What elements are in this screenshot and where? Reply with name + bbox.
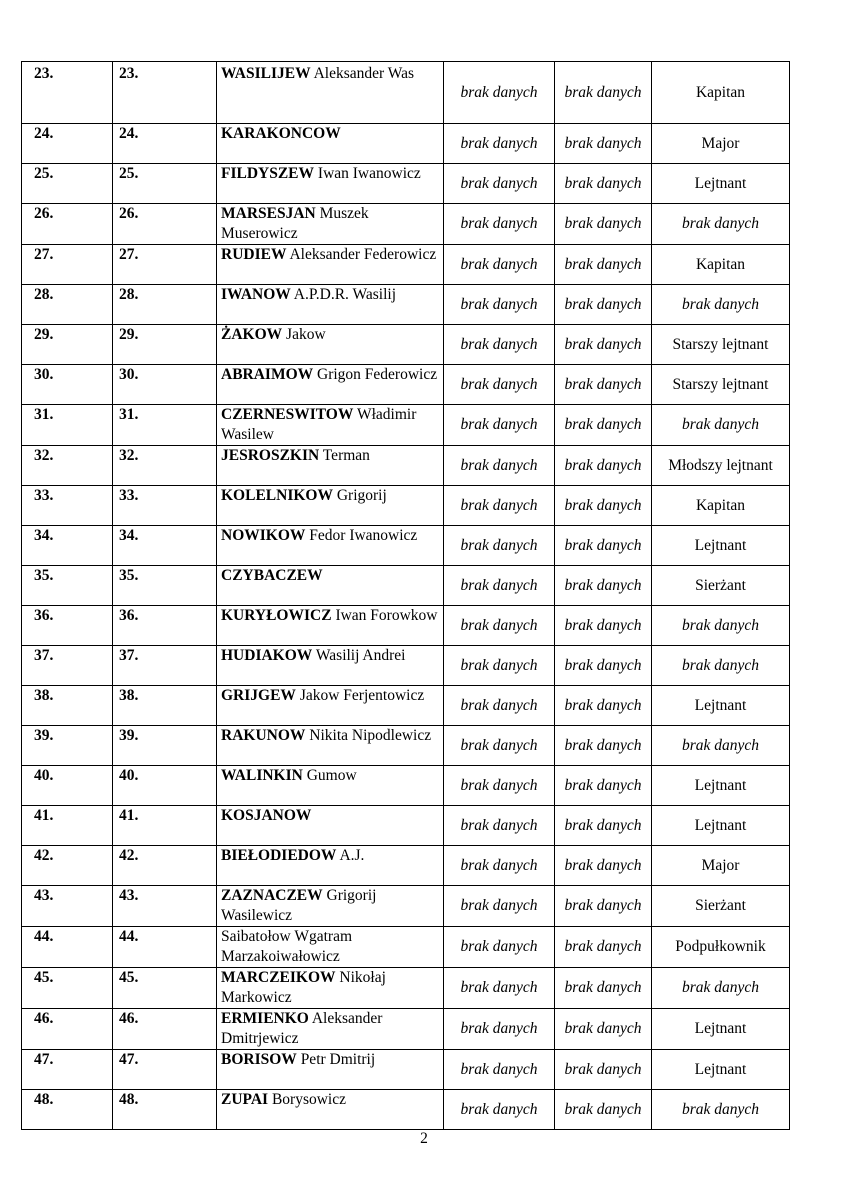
row-number-secondary: 23. <box>113 62 217 124</box>
birth-date-cell: brak danych <box>444 606 555 646</box>
row-number-secondary: 34. <box>113 526 217 566</box>
surname: KOSJANOW <box>221 807 312 824</box>
row-number-secondary: 29. <box>113 325 217 365</box>
surname: IWANOW <box>221 286 291 303</box>
birth-place-cell: brak danych <box>555 164 652 204</box>
birth-date-cell: brak danych <box>444 164 555 204</box>
table-row <box>22 968 790 1009</box>
birth-date-cell: brak danych <box>444 686 555 726</box>
row-number-secondary: 25. <box>113 164 217 204</box>
surname: NOWIKOW <box>221 527 306 544</box>
row-number-secondary: 35. <box>113 566 217 606</box>
birth-place-cell: brak danych <box>555 204 652 245</box>
row-number: 31. <box>22 405 113 446</box>
birth-place-cell: brak danych <box>555 606 652 646</box>
row-number: 43. <box>22 886 113 927</box>
row-number: 29. <box>22 325 113 365</box>
birth-place-cell: brak danych <box>555 1090 652 1130</box>
birth-date-cell: brak danych <box>444 726 555 766</box>
given-names: Terman <box>319 447 370 464</box>
rank-cell: Sierżant <box>652 566 790 606</box>
person-name-cell <box>217 405 444 446</box>
person-name-cell <box>217 927 444 968</box>
birth-place-cell: brak danych <box>555 446 652 486</box>
surname: MARCZEIKOW <box>221 969 336 986</box>
surname: CZYBACZEW <box>221 567 323 584</box>
person-name-cell <box>217 526 444 566</box>
rank-cell: Major <box>652 846 790 886</box>
given-names: Borysowicz <box>268 1091 346 1108</box>
row-number: 24. <box>22 124 113 164</box>
birth-date-cell: brak danych <box>444 245 555 285</box>
birth-date-cell: brak danych <box>444 405 555 446</box>
given-names: Jakow Ferjentowicz <box>295 687 425 704</box>
birth-place-cell: brak danych <box>555 968 652 1009</box>
birth-place-cell: brak danych <box>555 325 652 365</box>
birth-place-cell: brak danych <box>555 405 652 446</box>
birth-place-cell: brak danych <box>555 124 652 164</box>
given-names: Aleksander Federowicz <box>286 246 437 263</box>
surname: FILDYSZEW <box>221 165 315 182</box>
rank-cell: brak danych <box>652 968 790 1009</box>
surname: HUDIAKOW <box>221 647 313 664</box>
table-row <box>22 204 790 245</box>
birth-place-cell: brak danych <box>555 1050 652 1090</box>
birth-place-cell: brak danych <box>555 566 652 606</box>
row-number: 38. <box>22 686 113 726</box>
given-names: Aleksander Was <box>310 65 415 82</box>
table-row <box>22 446 790 486</box>
rank-cell: brak danych <box>652 204 790 245</box>
birth-date-cell: brak danych <box>444 566 555 606</box>
birth-date-cell: brak danych <box>444 325 555 365</box>
birth-date-cell: brak danych <box>444 968 555 1009</box>
person-name-cell <box>217 124 444 164</box>
surname: BIEŁODIEDOW <box>221 847 337 864</box>
row-number: 41. <box>22 806 113 846</box>
given-names: A.J. <box>336 847 365 864</box>
personnel-table <box>21 61 790 1130</box>
table-row <box>22 325 790 365</box>
table-row <box>22 927 790 968</box>
surname: KARAKONCOW <box>221 125 341 142</box>
surname: ŻAKOW <box>221 326 283 343</box>
table-row <box>22 566 790 606</box>
given-names: Petr Dmitrij <box>296 1051 376 1068</box>
row-number-secondary: 33. <box>113 486 217 526</box>
table-row <box>22 806 790 846</box>
given-names: Aleksander Dmitrjewicz <box>221 1010 383 1047</box>
rank-cell: Młodszy lejtnant <box>652 446 790 486</box>
row-number-secondary: 40. <box>113 766 217 806</box>
row-number: 30. <box>22 365 113 405</box>
given-names: Wasilij Andrei <box>312 647 406 664</box>
rank-cell: brak danych <box>652 405 790 446</box>
surname: BORISOW <box>221 1051 297 1068</box>
row-number-secondary: 42. <box>113 846 217 886</box>
rank-cell: Kapitan <box>652 486 790 526</box>
row-number-secondary: 26. <box>113 204 217 245</box>
table-row <box>22 646 790 686</box>
row-number-secondary: 27. <box>113 245 217 285</box>
rank-cell: Lejtnant <box>652 1009 790 1050</box>
table-row <box>22 405 790 446</box>
rank-cell: Kapitan <box>652 245 790 285</box>
table-row <box>22 766 790 806</box>
table-row <box>22 886 790 927</box>
surname: GRIJGEW <box>221 687 296 704</box>
personnel-table-body <box>22 62 790 1130</box>
row-number-secondary: 36. <box>113 606 217 646</box>
person-name-cell <box>217 846 444 886</box>
row-number-secondary: 39. <box>113 726 217 766</box>
rank-cell: Podpułkownik <box>652 927 790 968</box>
surname: ABRAIMOW <box>221 366 314 383</box>
table-row <box>22 245 790 285</box>
person-name-cell <box>217 1009 444 1050</box>
person-name-cell <box>217 204 444 245</box>
row-number-secondary: 30. <box>113 365 217 405</box>
table-row <box>22 124 790 164</box>
row-number: 28. <box>22 285 113 325</box>
given-names: A.P.D.R. Wasilij <box>290 286 397 303</box>
birth-date-cell: brak danych <box>444 124 555 164</box>
birth-place-cell: brak danych <box>555 486 652 526</box>
table-row <box>22 486 790 526</box>
birth-date-cell: brak danych <box>444 1009 555 1050</box>
person-name-cell <box>217 285 444 325</box>
birth-place-cell: brak danych <box>555 726 652 766</box>
surname: KURYŁOWICZ <box>221 607 332 624</box>
person-name-cell <box>217 245 444 285</box>
surname: MARSESJAN <box>221 205 316 222</box>
rank-cell: Sierżant <box>652 886 790 927</box>
person-name-cell <box>217 1050 444 1090</box>
birth-date-cell: brak danych <box>444 766 555 806</box>
birth-place-cell: brak danych <box>555 1009 652 1050</box>
birth-date-cell: brak danych <box>444 846 555 886</box>
row-number-secondary: 32. <box>113 446 217 486</box>
rank-cell: Lejtnant <box>652 686 790 726</box>
person-name-cell <box>217 164 444 204</box>
row-number: 45. <box>22 968 113 1009</box>
birth-place-cell: brak danych <box>555 285 652 325</box>
table-row <box>22 606 790 646</box>
person-name-cell <box>217 1090 444 1130</box>
person-name-cell <box>217 325 444 365</box>
given-names: Grigon Federowicz <box>313 366 438 383</box>
surname: RAKUNOW <box>221 727 306 744</box>
person-name-cell <box>217 686 444 726</box>
row-number-secondary: 43. <box>113 886 217 927</box>
given-names: Nikołaj Markowicz <box>221 969 386 1006</box>
person-name-cell <box>217 566 444 606</box>
birth-place-cell: brak danych <box>555 927 652 968</box>
person-name-cell <box>217 486 444 526</box>
person-name-cell <box>217 968 444 1009</box>
table-row <box>22 1009 790 1050</box>
rank-cell: brak danych <box>652 606 790 646</box>
birth-place-cell: brak danych <box>555 526 652 566</box>
birth-place-cell: brak danych <box>555 686 652 726</box>
birth-date-cell: brak danych <box>444 285 555 325</box>
rank-cell: Lejtnant <box>652 526 790 566</box>
table-row <box>22 164 790 204</box>
birth-date-cell: brak danych <box>444 646 555 686</box>
table-row <box>22 365 790 405</box>
birth-date-cell: brak danych <box>444 486 555 526</box>
table-row <box>22 1090 790 1130</box>
person-name-cell <box>217 726 444 766</box>
row-number: 26. <box>22 204 113 245</box>
row-number: 46. <box>22 1009 113 1050</box>
given-names: Iwan Iwanowicz <box>314 165 421 182</box>
birth-date-cell: brak danych <box>444 526 555 566</box>
person-name-cell <box>217 886 444 927</box>
rank-cell: Major <box>652 124 790 164</box>
surname: ZUPAI <box>221 1091 269 1108</box>
given-names: Muszek Muserowicz <box>221 205 369 242</box>
row-number: 23. <box>22 62 113 124</box>
person-name-cell <box>217 365 444 405</box>
given-names: Gumow <box>302 767 357 784</box>
row-number: 36. <box>22 606 113 646</box>
rank-cell: Starszy lejtnant <box>652 325 790 365</box>
row-number: 47. <box>22 1050 113 1090</box>
rank-cell: Kapitan <box>652 62 790 124</box>
birth-place-cell: brak danych <box>555 62 652 124</box>
birth-place-cell: brak danych <box>555 646 652 686</box>
birth-date-cell: brak danych <box>444 886 555 927</box>
person-name-cell <box>217 806 444 846</box>
person-name-cell <box>217 766 444 806</box>
row-number: 44. <box>22 927 113 968</box>
row-number-secondary: 24. <box>113 124 217 164</box>
row-number: 42. <box>22 846 113 886</box>
given-names: Saibatołow Wgatram Marzakoiwałowicz <box>221 928 353 965</box>
birth-place-cell: brak danych <box>555 806 652 846</box>
rank-cell: Starszy lejtnant <box>652 365 790 405</box>
birth-date-cell: brak danych <box>444 365 555 405</box>
given-names: Fedor Iwanowicz <box>305 527 418 544</box>
rank-cell: brak danych <box>652 285 790 325</box>
row-number: 27. <box>22 245 113 285</box>
surname: ZAZNACZEW <box>221 887 323 904</box>
person-name-cell <box>217 446 444 486</box>
person-name-cell <box>217 62 444 124</box>
table-row <box>22 526 790 566</box>
row-number-secondary: 47. <box>113 1050 217 1090</box>
row-number-secondary: 28. <box>113 285 217 325</box>
row-number-secondary: 46. <box>113 1009 217 1050</box>
rank-cell: Lejtnant <box>652 766 790 806</box>
rank-cell: Lejtnant <box>652 164 790 204</box>
surname: JESROSZKIN <box>221 447 320 464</box>
given-names: Nikita Nipodlewicz <box>305 727 432 744</box>
given-names: Grigorij Wasilewicz <box>221 887 377 924</box>
row-number: 32. <box>22 446 113 486</box>
table-row <box>22 726 790 766</box>
row-number: 37. <box>22 646 113 686</box>
birth-place-cell: brak danych <box>555 846 652 886</box>
table-row <box>22 686 790 726</box>
table-row <box>22 1050 790 1090</box>
surname: KOLELNIKOW <box>221 487 333 504</box>
birth-place-cell: brak danych <box>555 886 652 927</box>
row-number-secondary: 37. <box>113 646 217 686</box>
given-names: Władimir Wasilew <box>221 406 417 443</box>
rank-cell: brak danych <box>652 646 790 686</box>
birth-place-cell: brak danych <box>555 365 652 405</box>
rank-cell: brak danych <box>652 726 790 766</box>
surname: RUDIEW <box>221 246 287 263</box>
row-number: 35. <box>22 566 113 606</box>
row-number-secondary: 31. <box>113 405 217 446</box>
row-number: 48. <box>22 1090 113 1130</box>
row-number-secondary: 41. <box>113 806 217 846</box>
row-number: 40. <box>22 766 113 806</box>
birth-place-cell: brak danych <box>555 766 652 806</box>
birth-date-cell: brak danych <box>444 1050 555 1090</box>
birth-date-cell: brak danych <box>444 1090 555 1130</box>
table-row <box>22 846 790 886</box>
given-names: Grigorij <box>332 487 387 504</box>
row-number-secondary: 48. <box>113 1090 217 1130</box>
row-number: 34. <box>22 526 113 566</box>
birth-date-cell: brak danych <box>444 927 555 968</box>
given-names: Jakow <box>282 326 326 343</box>
surname: WALINKIN <box>221 767 303 784</box>
row-number: 33. <box>22 486 113 526</box>
row-number: 25. <box>22 164 113 204</box>
birth-date-cell: brak danych <box>444 204 555 245</box>
birth-date-cell: brak danych <box>444 806 555 846</box>
person-name-cell <box>217 606 444 646</box>
rank-cell: Lejtnant <box>652 806 790 846</box>
birth-place-cell: brak danych <box>555 245 652 285</box>
surname: ERMIENKO <box>221 1010 309 1027</box>
birth-date-cell: brak danych <box>444 62 555 124</box>
table-row <box>22 62 790 124</box>
birth-date-cell: brak danych <box>444 446 555 486</box>
person-name-cell <box>217 646 444 686</box>
page-number: 2 <box>420 1130 428 1147</box>
rank-cell: brak danych <box>652 1090 790 1130</box>
row-number-secondary: 45. <box>113 968 217 1009</box>
given-names: Iwan Forowkow <box>331 607 438 624</box>
row-number: 39. <box>22 726 113 766</box>
row-number-secondary: 44. <box>113 927 217 968</box>
surname: WASILIJEW <box>221 65 311 82</box>
row-number-secondary: 38. <box>113 686 217 726</box>
table-row <box>22 285 790 325</box>
rank-cell: Lejtnant <box>652 1050 790 1090</box>
surname: CZERNESWITOW <box>221 406 354 423</box>
